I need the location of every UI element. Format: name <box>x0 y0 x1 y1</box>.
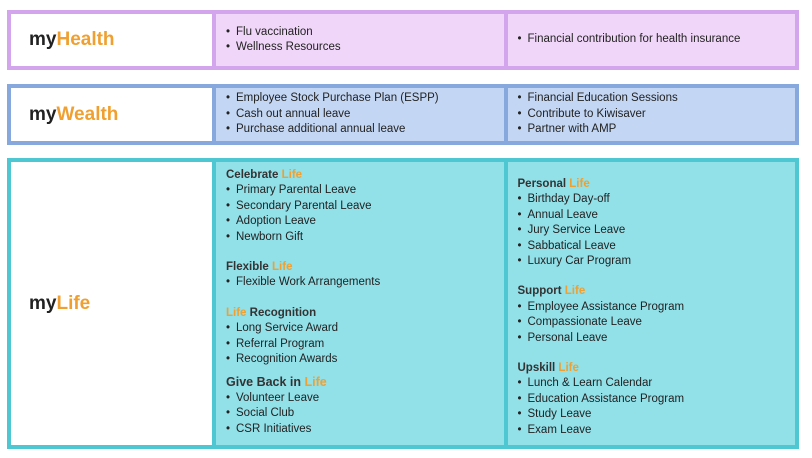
myhealth-title <box>11 14 212 66</box>
mylife-title-accent: Life <box>56 292 91 314</box>
mylife-col1 <box>216 162 504 445</box>
list-item: • Lunch & Learn Calendar <box>518 376 786 391</box>
life-recognition-heading: Life Recognition <box>226 306 317 319</box>
mylife-col2 <box>508 162 796 445</box>
mywealth-title-accent: Wealth <box>56 103 119 125</box>
support-life-list <box>518 300 786 346</box>
list-item: • Cash out annual leave <box>226 107 494 122</box>
life-recognition-list <box>226 321 494 367</box>
list-item: • Annual Leave <box>518 208 786 223</box>
list-item: • Financial Education Sessions <box>518 91 786 106</box>
mywealth-title <box>11 88 212 141</box>
list-item: • Compassionate Leave <box>518 315 786 330</box>
list-item: • Birthday Day-off <box>518 192 786 207</box>
upskill-life-list <box>518 376 786 438</box>
celebrate-life-list <box>226 183 494 245</box>
myhealth-col1 <box>216 14 504 66</box>
list-item: • Wellness Resources <box>226 40 494 55</box>
flexible-life-list <box>226 275 494 290</box>
mywealth-title-prefix: my <box>29 103 57 125</box>
myhealth-title-prefix: my <box>29 29 57 50</box>
upskill-life-heading: Upskill Life <box>517 362 579 375</box>
mylife-title-prefix: my <box>29 292 57 314</box>
flexible-life-heading: Flexible Life <box>226 261 293 274</box>
list-item: • Secondary Parental Leave <box>226 199 494 214</box>
list-item: • Partner with AMP <box>518 122 786 137</box>
myhealth-title-accent: Health <box>56 29 115 50</box>
list-item: • Financial contribution for health insurance <box>518 32 786 47</box>
support-life-heading: Support Life <box>517 285 586 298</box>
list-item: • Contribute to Kiwisaver <box>518 107 786 122</box>
list-item: • Purchase additional annual leave <box>226 122 494 137</box>
list-item: • Luxury Car Program <box>518 254 786 269</box>
personal-life-list <box>518 192 786 269</box>
list-item: • Study Leave <box>518 407 786 422</box>
mywealth-col2 <box>508 88 796 141</box>
list-item: • Referral Program <box>226 337 494 352</box>
mylife-title <box>11 162 212 445</box>
list-item: • Employee Stock Purchase Plan (ESPP) <box>226 91 494 106</box>
list-item: • Jury Service Leave <box>518 223 786 238</box>
celebrate-life-heading: Celebrate Life <box>226 169 303 181</box>
list-item: • Long Service Award <box>226 321 494 336</box>
give-back-list <box>226 391 494 437</box>
list-item: • Education Assistance Program <box>518 392 786 407</box>
myhealth-col2 <box>508 14 796 66</box>
personal-life-heading: Personal Life <box>517 178 590 190</box>
mylife-row <box>7 158 799 449</box>
myhealth-row <box>7 10 799 70</box>
list-item: • Sabbatical Leave <box>518 239 786 254</box>
list-item: • Newborn Gift <box>226 230 494 245</box>
list-item: • Flexible Work Arrangements <box>226 275 494 290</box>
list-item: • Flu vaccination <box>226 25 494 40</box>
list-item: • Adoption Leave <box>226 214 494 229</box>
give-back-in-life-heading: Give Back in Life <box>226 375 327 390</box>
mywealth-col1 <box>216 88 504 141</box>
list-item: • Volunteer Leave <box>226 391 494 406</box>
list-item: • Social Club <box>226 406 494 421</box>
list-item: • Primary Parental Leave <box>226 183 494 198</box>
list-item: • CSR Initiatives <box>226 422 494 437</box>
mywealth-row <box>7 84 799 145</box>
list-item: • Employee Assistance Program <box>518 300 786 315</box>
list-item: • Personal Leave <box>518 331 786 346</box>
list-item: • Recognition Awards <box>226 352 494 367</box>
list-item: • Exam Leave <box>518 423 786 438</box>
